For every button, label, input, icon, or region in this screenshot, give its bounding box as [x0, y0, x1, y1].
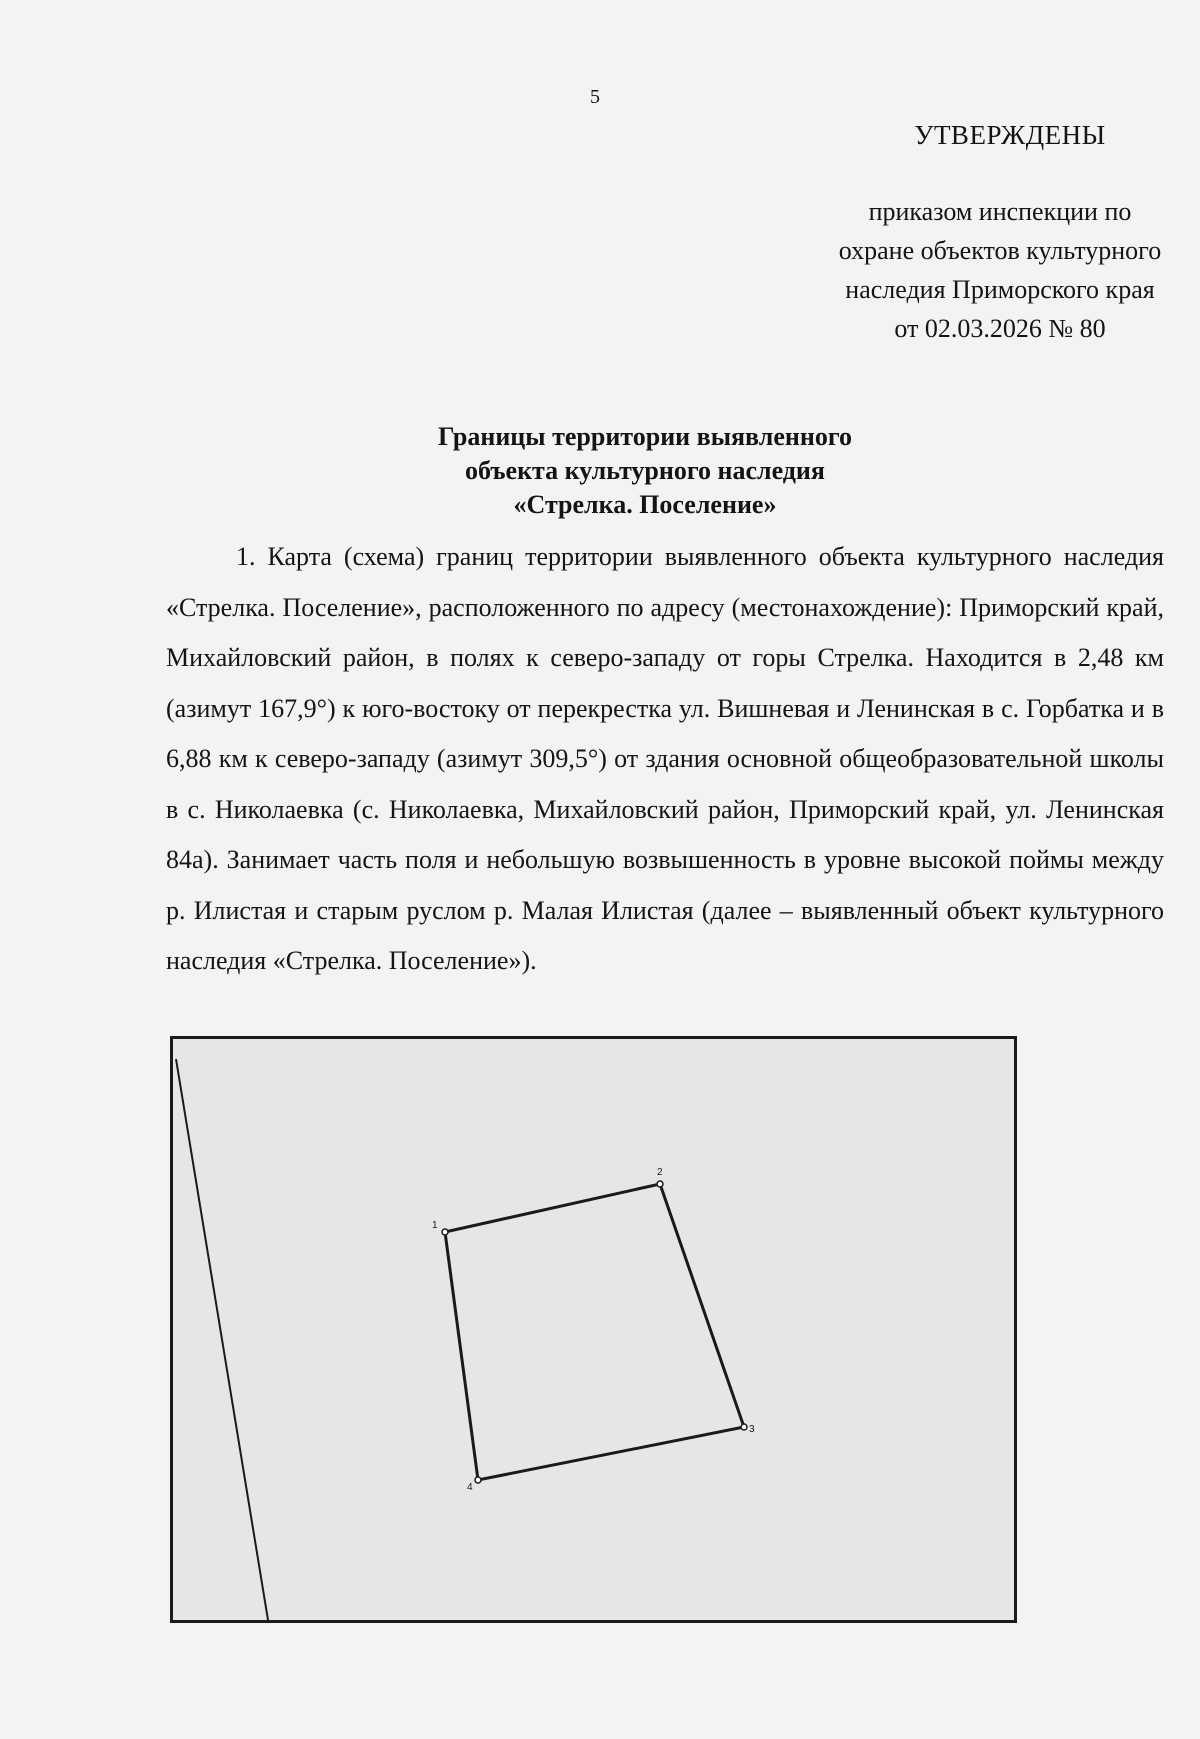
- approval-line: наследия Приморского края: [845, 275, 1155, 304]
- document-title-line: объекта культурного наследия: [465, 456, 825, 485]
- boundary-point-1-label: 1: [432, 1220, 438, 1231]
- boundary-point-3-label: 3: [749, 1424, 755, 1435]
- approval-line: приказом инспекции по: [868, 197, 1132, 226]
- approval-title: УТВЕРЖДЕНЫ: [914, 120, 1106, 150]
- document-title-line: «Стрелка. Поселение»: [513, 490, 777, 519]
- approval-block: [800, 192, 1200, 348]
- boundary-point-2-marker: [657, 1181, 663, 1187]
- approval-line: от 02.03.2026 № 80: [894, 314, 1106, 343]
- boundary-point-4-marker: [475, 1477, 481, 1483]
- approval-line: охране объектов культурного: [838, 236, 1162, 265]
- boundary-point-2-label: 2: [657, 1167, 663, 1178]
- boundary-map: [170, 1036, 1017, 1623]
- document-title-line: Границы территории выявленного: [437, 422, 853, 451]
- page-number: 5: [590, 86, 600, 108]
- map-side-line: [176, 1059, 268, 1620]
- boundary-point-4-label: 4: [467, 1482, 473, 1493]
- territory-boundary-polygon: [445, 1184, 744, 1480]
- boundary-point-3-marker: [741, 1424, 747, 1430]
- boundary-point-1-marker: [442, 1229, 448, 1235]
- document-title: [200, 420, 1090, 522]
- body-paragraph: 1. Карта (схема) границ территории выявленного объекта культурного наследия «Стрелка. Поселение», расположенного по адресу (местонахождение): Приморский край, Михайловский район, в полях к северо-западу от горы Стрелка. Находится в 2,48 км (азимут 167,9°) к юго-востоку от перекрестка ул. Вишневая и Ленинская в с. Горбатка и в 6,88 км к северо-западу (азимут 309,5°) от здания основной общеобразовательной школы в с. Николаевка (с. Николаевка, Михайловский район, Приморский край, ул. Ленинская 84а). Занимает часть поля и небольшую возвышенность в уровне высокой поймы между р. Илистая и старым руслом р. Малая Илистая (далее – выявленный объект культурного наследия «Стрелка. Поселение»).: [166, 542, 1164, 975]
- boundary-map-drawing: [173, 1039, 1014, 1620]
